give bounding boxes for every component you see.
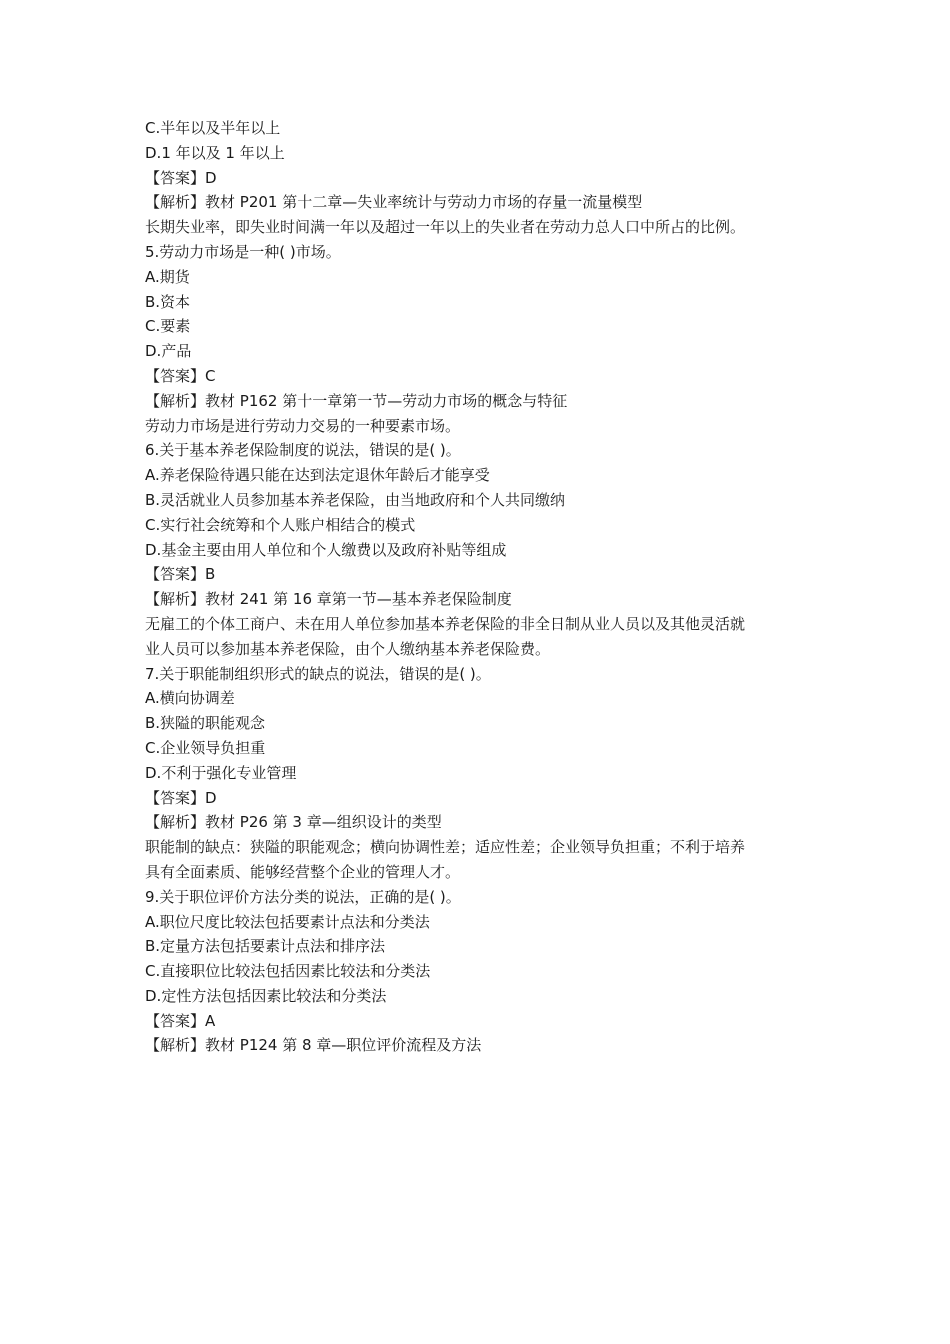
analysis-text-q6-line1: 无雇工的个体工商户、未在用人单位参加基本养老保险的非全日制从业人员以及其他灵活就 bbox=[145, 614, 746, 633]
analysis-source-q7: 【解析】教材 P26 第 3 章—组织设计的类型 bbox=[145, 813, 442, 832]
answer-q5: 【答案】C bbox=[145, 366, 216, 385]
option-d-q5: D.产品 bbox=[145, 342, 192, 361]
analysis-source-q9: 【解析】教材 P124 第 8 章—职位评价流程及方法 bbox=[145, 1036, 482, 1055]
option-b-q7: B.狭隘的职能观念 bbox=[145, 714, 266, 733]
analysis-text-q7-line2: 具有全面素质、能够经营整个企业的管理人才。 bbox=[145, 862, 461, 881]
analysis-text-q4: 长期失业率，即失业时间满一年以及超过一年以上的失业者在劳动力总人口中所占的比例。 bbox=[145, 218, 746, 237]
option-c-q7: C.企业领导负担重 bbox=[145, 738, 266, 757]
option-c-q6: C.实行社会统筹和个人账户相结合的模式 bbox=[145, 515, 416, 534]
option-b-q6: B.灵活就业人员参加基本养老保险，由当地政府和个人共同缴纳 bbox=[145, 490, 566, 509]
option-c-q4: C.半年以及半年以上 bbox=[145, 119, 281, 137]
option-d-q7: D.不利于强化专业管理 bbox=[145, 763, 297, 782]
option-b-q5: B.资本 bbox=[145, 292, 191, 311]
option-a-q6: A.养老保险待遇只能在达到法定退休年龄后才能享受 bbox=[145, 466, 490, 485]
answer-q7: 【答案】D bbox=[145, 788, 217, 807]
option-c-q5: C.要素 bbox=[145, 317, 191, 336]
answer-q6: 【答案】B bbox=[145, 565, 216, 584]
option-d-q9: D.定性方法包括因素比较法和分类法 bbox=[145, 986, 387, 1005]
analysis-text-q6-line2: 业人员可以参加基本养老保险，由个人缴纳基本养老保险费。 bbox=[145, 639, 551, 658]
document-body bbox=[145, 116, 815, 1058]
question-5: 5.劳动力市场是一种( )市场。 bbox=[145, 242, 341, 261]
analysis-text-q7-line1: 职能制的缺点：狭隘的职能观念；横向协调性差；适应性差；企业领导负担重；不利于培养 bbox=[145, 838, 746, 857]
question-7: 7.关于职能制组织形式的缺点的说法，错误的是( )。 bbox=[145, 664, 491, 683]
option-a-q7: A.横向协调差 bbox=[145, 689, 235, 708]
option-c-q9: C.直接职位比较法包括因素比较法和分类法 bbox=[145, 962, 431, 981]
question-9: 9.关于职位评价方法分类的说法，正确的是( )。 bbox=[145, 887, 461, 906]
option-d-q6: D.基金主要由用人单位和个人缴费以及政府补贴等组成 bbox=[145, 540, 507, 559]
option-a-q5: A.期货 bbox=[145, 267, 190, 286]
option-b-q9: B.定量方法包括要素计点法和排序法 bbox=[145, 937, 386, 956]
option-d-q4: D.1 年以及 1 年以上 bbox=[145, 143, 285, 162]
answer-q4: 【答案】D bbox=[145, 168, 217, 187]
analysis-source-q4: 【解析】教材 P201 第十二章—失业率统计与劳动力市场的存量一流量模型 bbox=[145, 193, 643, 212]
analysis-source-q6: 【解析】教材 241 第 16 章第一节—基本养老保险制度 bbox=[145, 590, 512, 609]
analysis-source-q5: 【解析】教材 P162 第十一章第一节—劳动力市场的概念与特征 bbox=[145, 391, 568, 410]
option-a-q9: A.职位尺度比较法包括要素计点法和分类法 bbox=[145, 912, 430, 931]
answer-q9: 【答案】A bbox=[145, 1011, 216, 1030]
analysis-text-q5: 劳动力市场是进行劳动力交易的一种要素市场。 bbox=[145, 416, 461, 435]
question-6: 6.关于基本养老保险制度的说法，错误的是( )。 bbox=[145, 441, 461, 460]
